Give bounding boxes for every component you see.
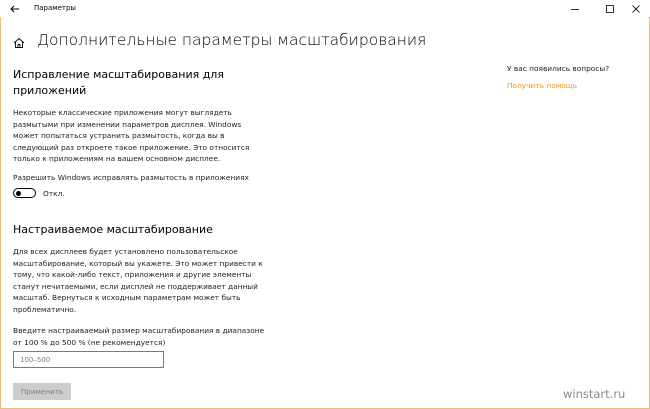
watermark: winstart.ru bbox=[563, 387, 626, 401]
help-question: У вас появились вопросы? bbox=[507, 64, 610, 73]
custom-scaling-description: Для всех дисплеев будет установлено пользовательское масштабирование, который вы укажете. Это может привести к тому, что какой-либо текст, приложения и другие элементы станут нечитаемыми, если дисплей не поддерживает данный масштаб. Вернуться к исходным параметрам может быть проблематично. bbox=[13, 247, 263, 314]
apply-button[interactable]: Применить bbox=[13, 383, 71, 400]
maximize-icon[interactable] bbox=[596, 0, 624, 17]
blur-fix-toggle-state: Откл. bbox=[43, 189, 65, 198]
fix-section-description: Некоторые классические приложения могут выглядеть размытыми при изменении параметров дисплея. Windows может попытаться устранить размытость, когда вы в следующий раз откроете такое приложение. Это относится только к приложениям на вашем основном дисплее. bbox=[13, 108, 250, 164]
home-icon[interactable] bbox=[13, 34, 25, 46]
title-bar bbox=[0, 0, 650, 17]
back-arrow-icon[interactable] bbox=[8, 1, 22, 15]
page-title: Дополнительные параметры масштабирования bbox=[37, 31, 427, 49]
fix-section-heading: Исправление масштабирования для приложений bbox=[13, 68, 224, 97]
custom-scaling-input-prompt: Введите настраиваемый размер масштабирования в диапазоне от 100 % до 500 % (не рекомендуется) bbox=[13, 326, 265, 347]
close-icon[interactable] bbox=[622, 0, 650, 17]
custom-scaling-input[interactable] bbox=[13, 351, 164, 368]
get-help-link[interactable]: Получить помощь bbox=[507, 81, 578, 90]
toggle-knob bbox=[16, 191, 21, 196]
window-title: Параметры bbox=[34, 4, 76, 12]
blur-fix-toggle[interactable] bbox=[13, 188, 36, 198]
custom-scaling-heading: Настраиваемое масштабирование bbox=[13, 223, 213, 236]
minimize-icon[interactable] bbox=[561, 0, 589, 17]
blur-fix-toggle-label: Разрешить Windows исправлять размытость в приложениях bbox=[13, 173, 249, 182]
